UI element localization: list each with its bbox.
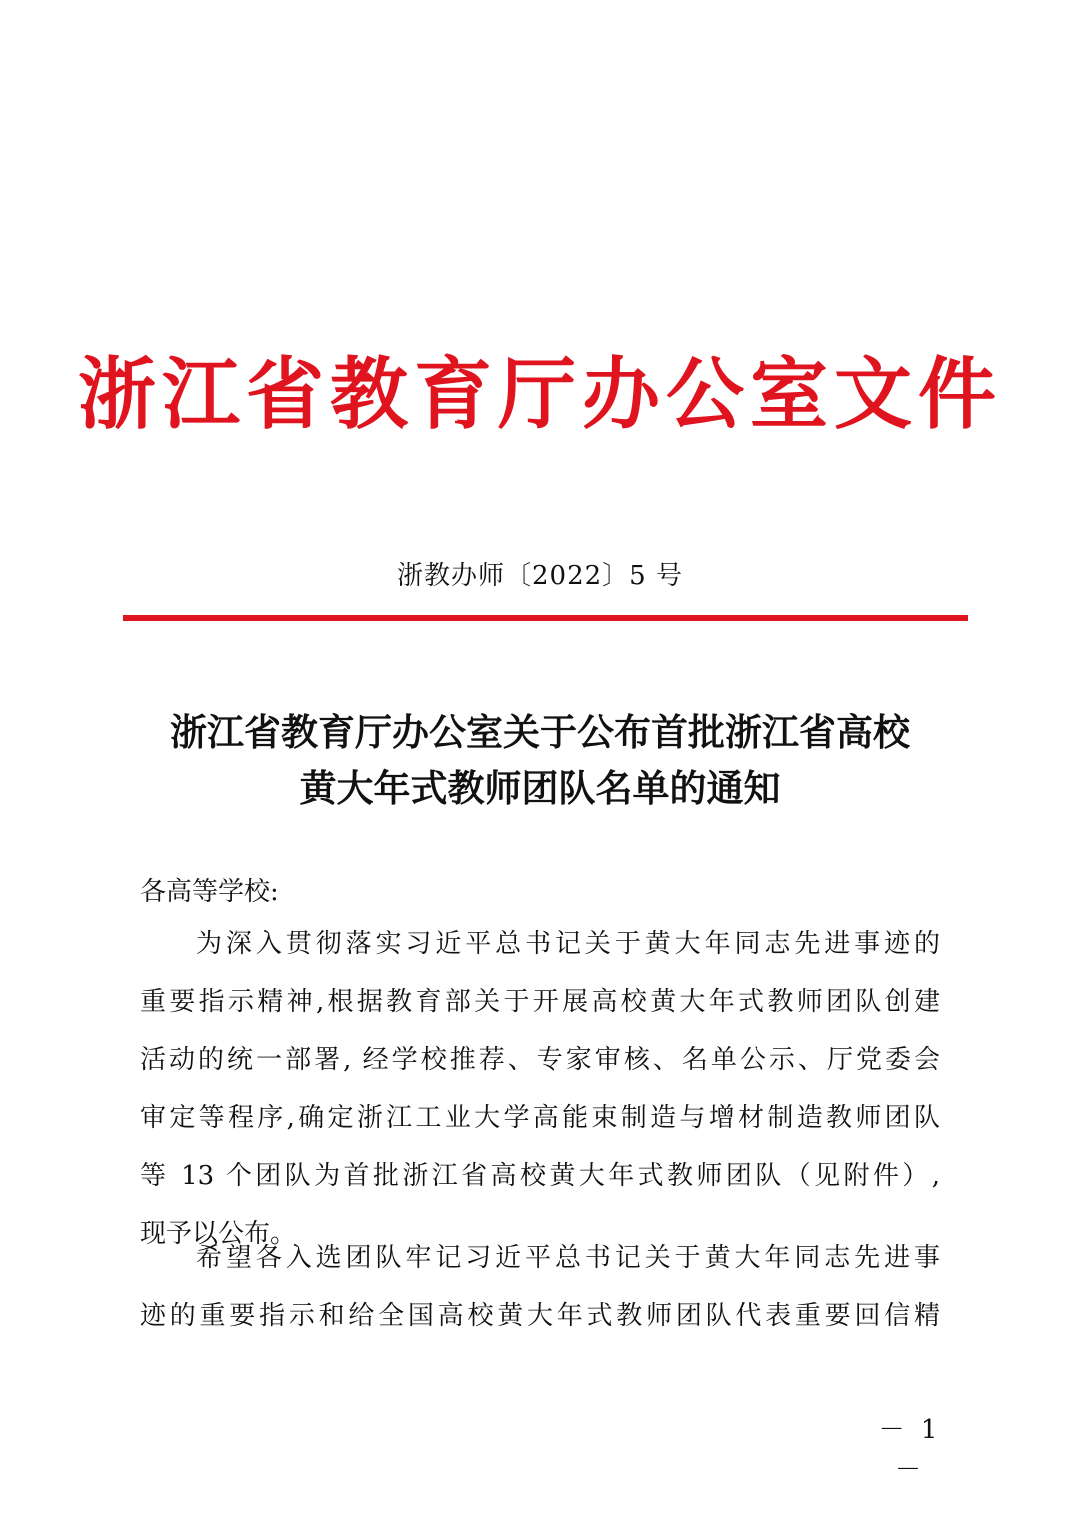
paragraph-line: 希望各入选团队牢记习近平总书记关于黄大年同志先进事 <box>196 1243 940 1273</box>
paragraph-line: 现予以公布。 <box>140 1219 297 1249</box>
paragraph-line: 等 13 个团队为首批浙江省高校黄大年式教师团队（见附件）, <box>140 1161 940 1191</box>
paragraph-line: 为深入贯彻落实习近平总书记关于黄大年同志先进事迹的 <box>196 929 940 959</box>
paragraph-line: 重要指示精神,根据教育部关于开展高校黄大年式教师团队创建 <box>140 987 940 1017</box>
page-number: － 1 － <box>878 1415 942 1485</box>
paragraph-line: 迹的重要指示和给全国高校黄大年式教师团队代表重要回信精 <box>140 1301 940 1331</box>
body-paragraph-1 <box>140 915 940 1263</box>
title-line: 黄大年式教师团队名单的通知 <box>299 767 781 810</box>
body-paragraph-2 <box>140 1229 940 1345</box>
document-number: 浙教办师〔2022〕5 号 <box>397 561 683 591</box>
paragraph-line: 审定等程序,确定浙江工业大学高能束制造与增材制造教师团队 <box>140 1103 940 1133</box>
title-line: 浙江省教育厅办公室关于公布首批浙江省高校 <box>170 711 910 754</box>
salutation: 各高等学校: <box>140 877 279 907</box>
notice-title <box>100 705 980 817</box>
paragraph-line: 活动的统一部署, 经学校推荐、专家审核、名单公示、厅党委会 <box>140 1045 940 1075</box>
document-masthead: 浙江省教育厅办公室文件 <box>77 350 1002 440</box>
red-divider-line <box>123 615 968 621</box>
